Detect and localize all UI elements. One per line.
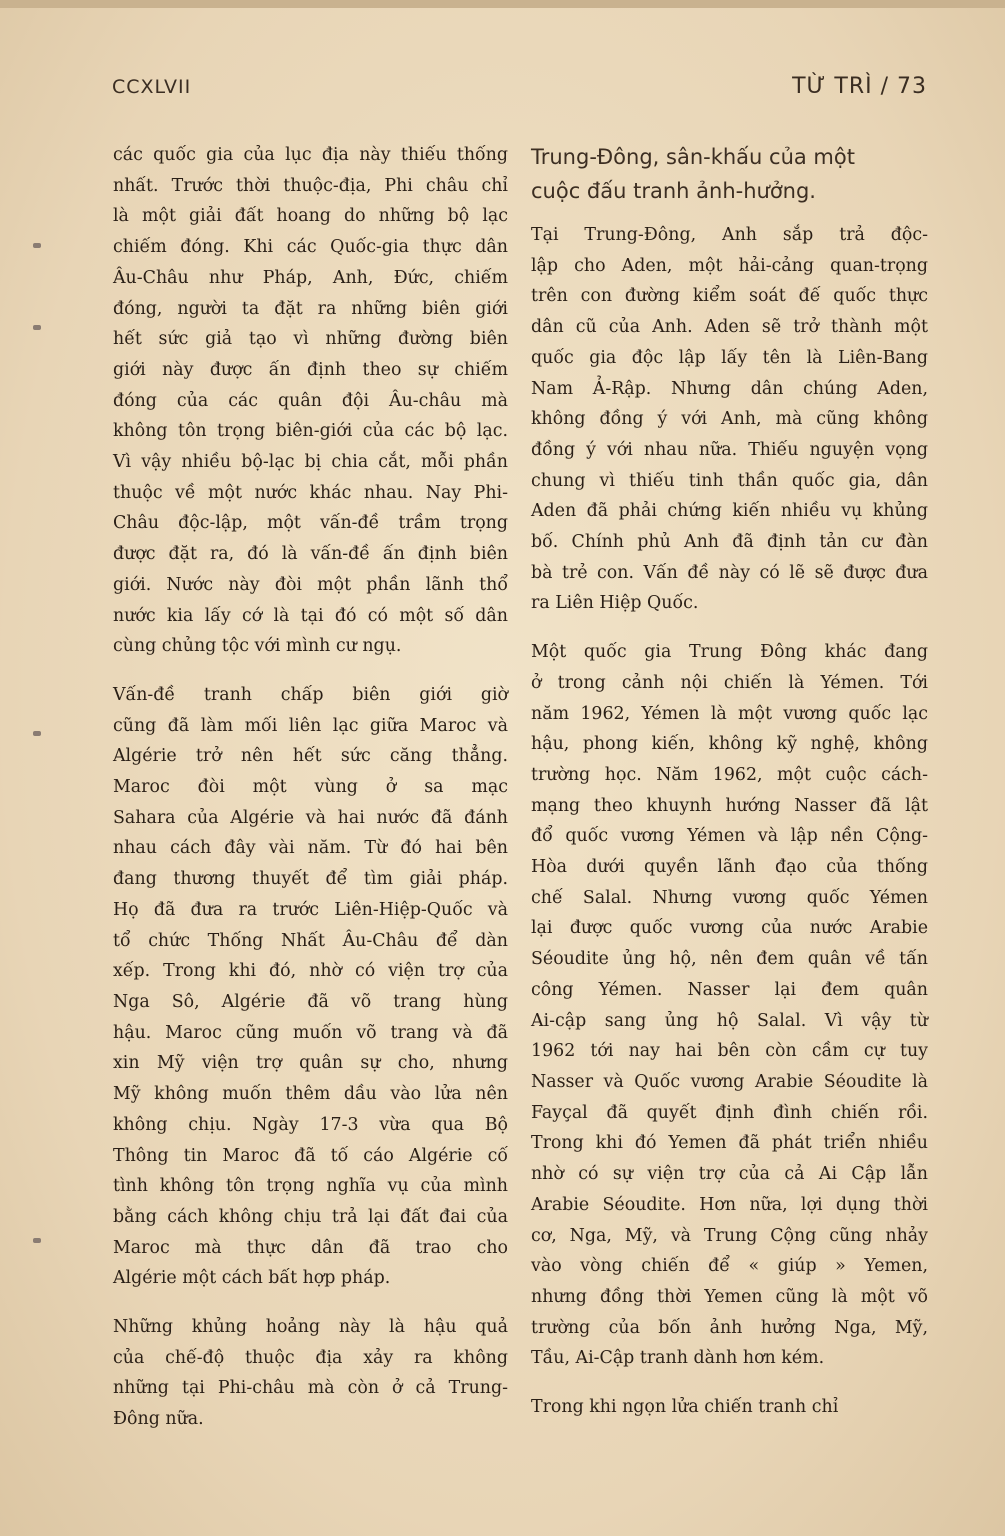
page-roman-numeral: CCXLVII xyxy=(112,76,192,98)
text-line: hậu, phong kiến, không kỹ nghệ, không xyxy=(531,734,928,755)
text-line: Tại Trung-Đông, Anh sắp trả độc- xyxy=(531,225,928,245)
text-line: đang thương thuyết để tìm giải pháp. xyxy=(113,869,508,890)
text-line: Vì vậy nhiều bộ-lạc bị chia cắt, mỗi phần xyxy=(113,452,508,473)
text-line: chiếm đóng. Khi các Quốc-gia thực dân xyxy=(113,237,508,258)
text-line: Họ đã đưa ra trước Liên-Hiệp-Quốc và xyxy=(113,899,508,920)
text-line: quốc gia độc lập lấy tên là Liên-Bang xyxy=(531,347,928,368)
text-line: hậu. Maroc cũng muốn võ trang và đã xyxy=(113,1022,508,1043)
text-line: không tôn trọng biên-giới của các bộ lạc. xyxy=(113,421,508,442)
text-line: Séoudite ủng hộ, nên đem quân về tấn xyxy=(531,949,928,970)
text-line: Sahara của Algérie và hai nước đã đánh xyxy=(113,807,508,828)
text-line: Nam Ả-Rập. Nhưng dân chúng Aden, xyxy=(531,378,928,399)
text-line: mạng theo khuynh hướng Nasser đã lật xyxy=(531,795,928,816)
text-line: cũng đã làm mối liên lạc giữa Maroc và xyxy=(113,715,508,736)
text-line: những tại Phi-châu mà còn ở cả Trung- xyxy=(113,1378,508,1399)
text-line: Fayçal đã quyết định đình chiến rồi. xyxy=(531,1102,928,1123)
text-line: không chịu. Ngày 17-3 vừa qua Bộ xyxy=(113,1114,508,1135)
text-line: đồng ý với nhau nữa. Thiếu nguyện vọng xyxy=(531,439,928,460)
text-line: bằng cách không chịu trả lại đất đai của xyxy=(113,1206,508,1227)
margin-mark xyxy=(33,731,41,736)
text-line: trên con đường kiểm soát đế quốc thực xyxy=(531,286,928,307)
text-line: Ai-cập sang ủng hộ Salal. Vì vậy từ xyxy=(531,1010,928,1031)
text-line: Aden đã phải chứng kiến nhiều vụ khủng xyxy=(531,501,928,522)
paragraph xyxy=(113,680,508,1294)
text-line: công Yémen. Nasser lại đem quân xyxy=(531,979,928,1000)
text-line: Trong khi ngọn lửa chiến tranh chỉ xyxy=(531,1397,839,1418)
text-line: tình không tôn trọng nghĩa vụ của mình xyxy=(113,1176,508,1197)
text-line: Một quốc gia Trung Đông khác đang xyxy=(531,642,928,663)
paragraph xyxy=(531,220,928,619)
text-line: Maroc mà thực dân đã trao cho xyxy=(113,1237,508,1258)
text-line: giới. Nước này đòi một phần lãnh thổ xyxy=(113,574,508,595)
text-line: bà trẻ con. Vấn đề này có lẽ sẽ được đưa xyxy=(531,562,928,583)
text-line: Vấn-đề tranh chấp biên giới giờ xyxy=(113,684,508,705)
margin-mark xyxy=(33,243,41,248)
text-line: các quốc gia của lục địa này thiếu thống xyxy=(113,145,508,165)
page-top-edge xyxy=(0,0,1005,8)
text-line: nhưng đồng thời Yemen cũng là một võ xyxy=(531,1286,928,1307)
paragraph-gap xyxy=(113,1294,508,1312)
text-line: nhất. Trước thời thuộc-địa, Phi châu chỉ xyxy=(113,175,508,196)
text-line: nhờ có sự viện trợ của cả Ai Cập lẫn xyxy=(531,1164,928,1185)
text-line: tổ chức Thống Nhất Âu-Châu để dàn xyxy=(113,930,508,951)
text-line: bố. Chính phủ Anh đã định tản cư đàn xyxy=(531,532,928,553)
text-line: Mỹ không muốn thêm dầu vào lửa nên xyxy=(113,1084,508,1105)
text-line: Trong khi đó Yemen đã phát triển nhiều xyxy=(531,1133,928,1154)
text-line: Maroc đòi một vùng ở sa mạc xyxy=(113,777,508,798)
paragraph xyxy=(531,637,928,1374)
text-line: đóng, người ta đặt ra những biên giới xyxy=(113,298,508,319)
heading-line: cuộc đấu tranh ảnh-hưởng. xyxy=(531,179,816,203)
paragraph xyxy=(113,1312,508,1435)
text-line: của chế-độ thuộc địa xảy ra không xyxy=(113,1347,508,1368)
text-line: chung vì thiếu tinh thần quốc gia, dân xyxy=(531,470,928,491)
text-line: dân cũ của Anh. Aden sẽ trở thành một xyxy=(531,317,928,338)
text-line: Châu độc-lập, một vấn-đề trầm trọng xyxy=(113,513,508,534)
text-line: đổ quốc vương Yémen và lập nền Cộng- xyxy=(531,826,928,847)
text-line: đóng của các quân đội Âu-châu mà xyxy=(113,390,508,411)
text-line: xin Mỹ viện trợ quân sự cho, nhưng xyxy=(113,1053,508,1074)
text-line: lại được quốc vương của nước Arabie xyxy=(531,918,928,939)
right-text-column xyxy=(531,140,928,1423)
text-line: Đông nữa. xyxy=(113,1409,204,1430)
section-heading xyxy=(531,140,928,208)
text-line: ra Liên Hiệp Quốc. xyxy=(531,593,699,614)
text-line: hết sức giả tạo vì những đường biên xyxy=(113,329,508,350)
paragraph xyxy=(113,140,508,662)
running-header: TỪ TRÌ / 73 xyxy=(792,74,927,99)
text-line: Âu-Châu như Pháp, Anh, Đức, chiếm xyxy=(113,267,508,288)
text-line: Những khủng hoảng này là hậu quả xyxy=(113,1317,508,1338)
text-line: thuộc về một nước khác nhau. Nay Phi- xyxy=(113,482,508,503)
margin-mark xyxy=(33,325,41,330)
text-line: nước kia lấy cớ là tại đó có một số dân xyxy=(113,605,508,626)
text-line: Arabie Séoudite. Hơn nữa, lợi dụng thời xyxy=(531,1194,928,1215)
text-line: trường của bốn ảnh hưởng Nga, Mỹ, xyxy=(531,1317,928,1338)
text-line: Tầu, Ai-Cập tranh dành hơn kém. xyxy=(531,1348,825,1369)
text-line: Thông tin Maroc đã tố cáo Algérie cố xyxy=(113,1145,508,1166)
text-line: giới này được ấn định theo sự chiếm xyxy=(113,359,508,380)
text-line: ở trong cảnh nội chiến là Yémen. Tới xyxy=(531,672,928,693)
paragraph-gap xyxy=(113,662,508,680)
text-line: xếp. Trong khi đó, nhờ có viện trợ của xyxy=(113,961,508,982)
text-line: năm 1962, Yémen là một vương quốc lạc xyxy=(531,703,928,724)
margin-mark xyxy=(33,1238,41,1243)
text-line: vào vòng chiến để « giúp » Yemen, xyxy=(531,1256,928,1277)
text-line: cơ, Nga, Mỹ, và Trung Cộng cũng nhảy xyxy=(531,1225,928,1246)
paragraph-gap xyxy=(531,1374,928,1392)
text-line: Hòa dưới quyền lãnh đạo của thống xyxy=(531,857,928,878)
text-line: là một giải đất hoang do những bộ lạc xyxy=(113,206,508,227)
paragraph xyxy=(531,1392,928,1423)
heading-line: Trung-Đông, sân-khấu của một xyxy=(531,145,855,169)
text-line: 1962 tới nay hai bên còn cầm cự tuy xyxy=(531,1041,928,1062)
paragraph-gap xyxy=(531,619,928,637)
text-line: cùng chủng tộc với mình cư ngụ. xyxy=(113,636,402,657)
left-text-column xyxy=(113,140,508,1435)
text-line: Algérie trở nên hết sức căng thẳng. xyxy=(113,746,508,767)
text-line: không đồng ý với Anh, mà cũng không xyxy=(531,409,928,430)
text-line: được đặt ra, đó là vấn-đề ấn định biên xyxy=(113,544,508,565)
text-line: trường học. Năm 1962, một cuộc cách- xyxy=(531,764,928,785)
text-line: chế Salal. Nhưng vương quốc Yémen xyxy=(531,887,928,908)
text-line: Algérie một cách bất hợp pháp. xyxy=(113,1268,391,1289)
text-line: Nasser và Quốc vương Arabie Séoudite là xyxy=(531,1071,928,1092)
text-line: nhau cách đây vài năm. Từ đó hai bên xyxy=(113,838,508,859)
text-line: lập cho Aden, một hải-cảng quan-trọng xyxy=(531,255,928,276)
text-line: Nga Sô, Algérie đã võ trang hùng xyxy=(113,991,508,1012)
